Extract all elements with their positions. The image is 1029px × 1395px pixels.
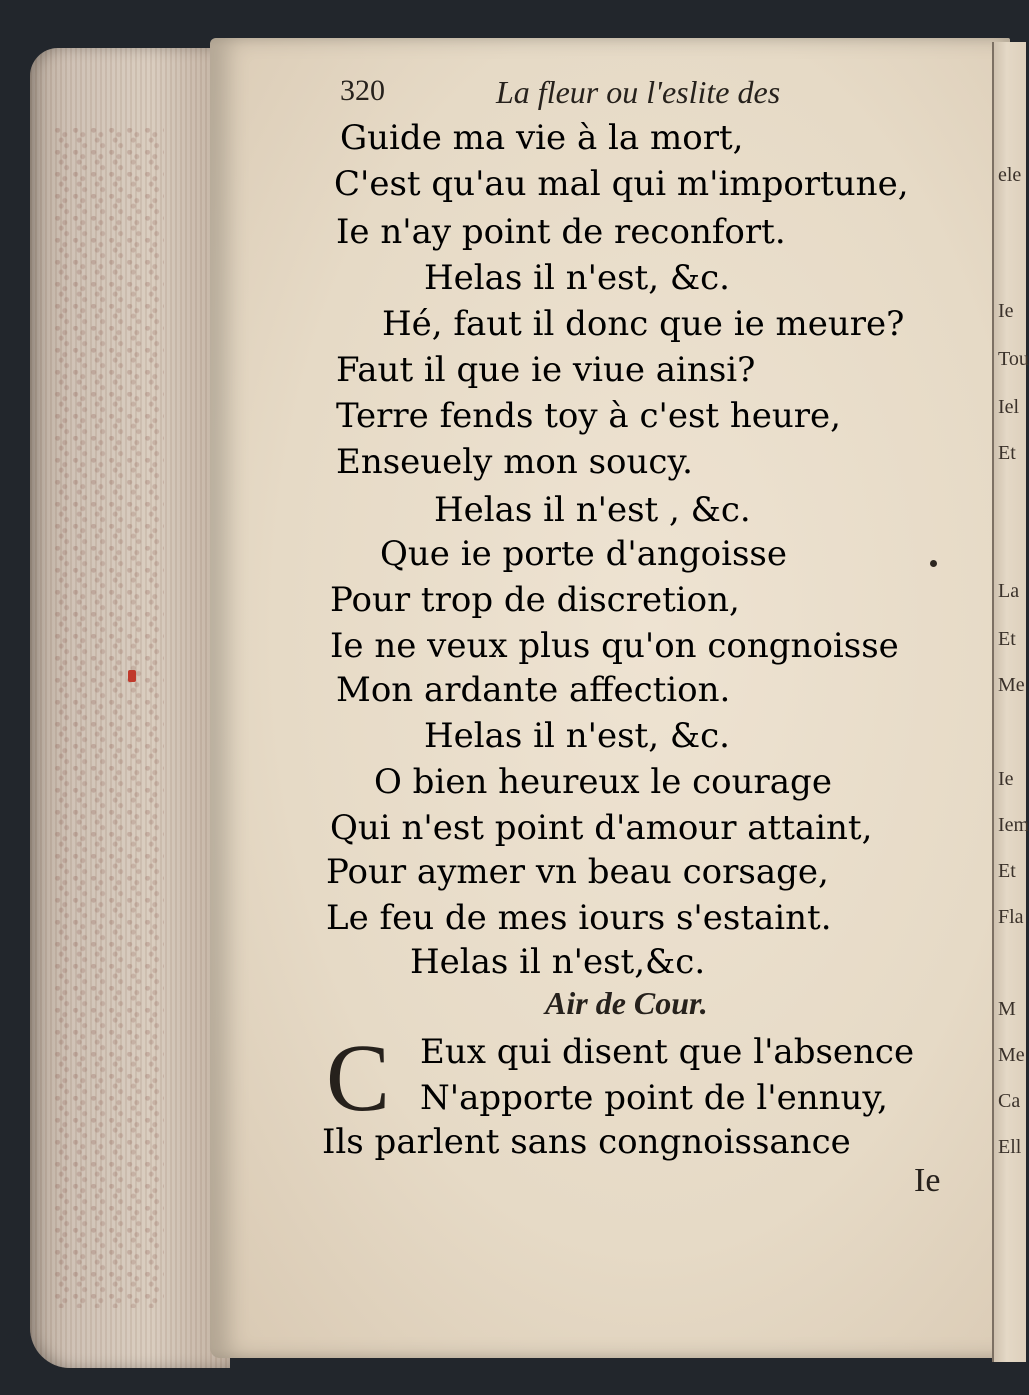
- poem-line: O bien heureux le courage: [374, 762, 832, 802]
- poem-line: Enseuely mon soucy.: [336, 442, 693, 482]
- next-page-fragment: La: [998, 580, 1020, 602]
- catchword: Ie: [914, 1162, 941, 1199]
- next-page-fragment: Fla: [998, 906, 1024, 928]
- next-page-fragment: Me: [998, 674, 1025, 696]
- next-page-edge: [992, 42, 1029, 1362]
- poem-line: Le feu de mes iours s'estaint.: [326, 898, 832, 938]
- next-page-fragment: Ca: [998, 1090, 1021, 1112]
- next-page-fragment: Et: [998, 628, 1016, 650]
- poem-refrain: Helas il n'est, &c.: [424, 716, 730, 756]
- next-page-fragment: Et: [998, 860, 1016, 882]
- poem-line: Pour aymer vn beau corsage,: [326, 852, 829, 892]
- page-number: 320: [340, 74, 385, 107]
- drop-cap: C: [326, 1024, 391, 1131]
- next-page-fragment: Tou: [998, 348, 1029, 370]
- poem-line: Qui n'est point d'amour attaint,: [330, 808, 873, 848]
- poem-line: Ie ne veux plus qu'on congnoisse: [330, 626, 899, 666]
- poem-line: Faut il que ie viue ainsi?: [336, 350, 756, 390]
- edge-speckle: [54, 128, 164, 1308]
- poem-line: Que ie porte d'angoisse: [380, 534, 787, 574]
- next-page-fragment: Iem: [998, 814, 1029, 836]
- poem-line: Guide ma vie à la mort,: [340, 118, 744, 158]
- poem-line: C'est qu'au mal qui m'importune,: [334, 164, 909, 204]
- next-page-fragment: Iel: [998, 396, 1020, 418]
- poem-line: Terre fends toy à c'est heure,: [336, 396, 841, 436]
- song-line: Eux qui disent que l'absence: [420, 1032, 915, 1072]
- page-header: [340, 74, 820, 114]
- next-page-fragment: ele: [998, 164, 1022, 186]
- next-page-fragment: Et: [998, 442, 1016, 464]
- book-fore-edge: [30, 48, 230, 1368]
- running-title: La fleur ou l'eslite des: [496, 74, 781, 110]
- ink-dot: [930, 560, 937, 567]
- next-page-fragment: Ell: [998, 1136, 1022, 1158]
- poem-line: Mon ardante affection.: [336, 670, 731, 710]
- next-page-fragment: Me: [998, 1044, 1025, 1066]
- poem-refrain: Helas il n'est,&c.: [410, 942, 706, 982]
- poem-refrain: Helas il n'est , &c.: [434, 490, 751, 530]
- poem-refrain: Helas il n'est, &c.: [424, 258, 730, 298]
- red-mark: [128, 670, 136, 682]
- next-page-fragment: Ie: [998, 768, 1014, 790]
- poem-line: Hé, faut il donc que ie meure?: [382, 304, 905, 344]
- song-line: N'apporte point de l'ennuy,: [420, 1078, 888, 1118]
- next-page-fragment: M: [998, 998, 1016, 1020]
- song-line: Ils parlent sans congnoissance: [322, 1122, 851, 1162]
- next-page-fragment: Ie: [998, 300, 1014, 322]
- song-caption: Air de Cour.: [545, 985, 708, 1021]
- poem-line: Ie n'ay point de reconfort.: [336, 212, 786, 252]
- poem-line: Pour trop de discretion,: [330, 580, 740, 620]
